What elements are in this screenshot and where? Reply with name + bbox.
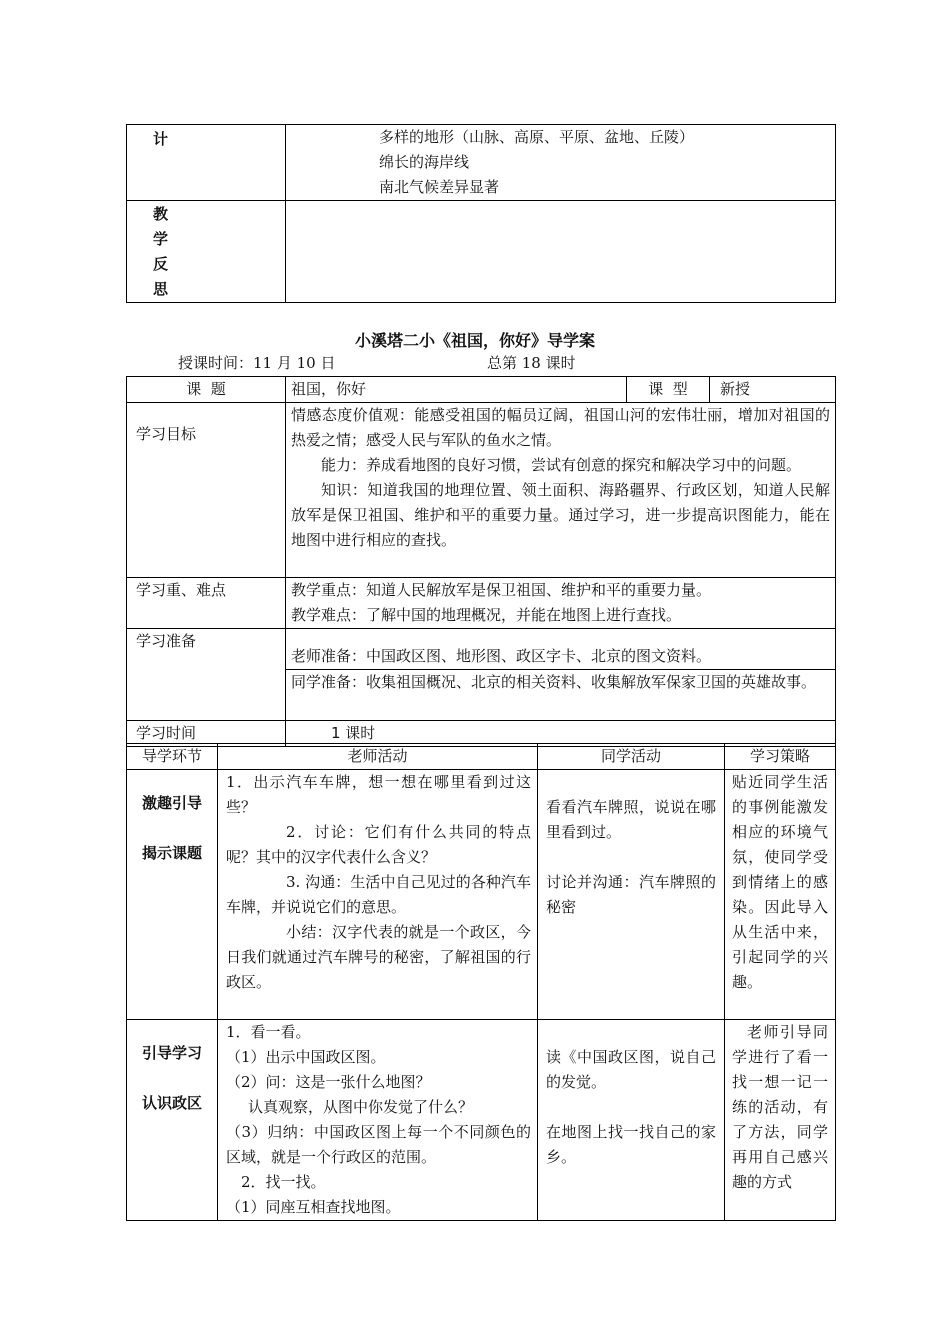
- design-label-cell: [127, 125, 286, 201]
- key-content: [286, 578, 836, 629]
- teacher-step: 2．讨论：它们有什么共同的特点呢？其中的汉字代表什么含义？: [226, 823, 531, 866]
- prep-label-text: 学习准备: [136, 632, 197, 650]
- design-line: 绵长的海岸线: [379, 153, 470, 171]
- stage-cell: [127, 770, 218, 1020]
- teacher-activity: [218, 1020, 538, 1221]
- previous-section-table: [126, 124, 836, 303]
- difficult-point: 教学难点：了解中国的地理概况，并能在地图上进行查找。: [291, 606, 682, 624]
- teacher-step: 1．看一看。: [226, 1023, 311, 1041]
- teacher-step: （2）问：这是一张什么地图？: [226, 1073, 431, 1091]
- goal-knowledge: 知识：知道我国的地理位置、领土面积、海路疆界、行政区划，知道人民解放军是保卫祖国、维护和平的重要力量。通过学习，进一步提高识图能力，能在地图中进行相应的查找。: [291, 481, 830, 549]
- teacher-prep-text: 老师准备：中国政区图、地形图、政区字卡、北京的图文资料。: [291, 647, 712, 665]
- time-label-text: 学习时间: [136, 724, 197, 742]
- type-label: 课 型: [627, 377, 710, 403]
- student-spacer: [546, 845, 716, 870]
- teacher-prep: [286, 629, 836, 670]
- reflection-char: 反: [153, 255, 169, 273]
- header-teacher: 老师活动: [218, 744, 538, 770]
- header-strategy: 学习策略: [725, 744, 836, 770]
- key-point: 教学重点：知道人民解放军是保卫祖国、维护和平的重要力量。: [291, 581, 712, 599]
- stage-cell: [127, 1020, 218, 1221]
- lesson-period: 总第 18 课时: [487, 354, 576, 372]
- teacher-step: 1．出示汽车车牌，想一想在哪里看到过这些？: [226, 773, 531, 816]
- reflection-content-cell: [286, 201, 836, 303]
- stage-label: 引导学习: [141, 1044, 202, 1062]
- goals-label-text: 学习目标: [136, 425, 197, 443]
- time-value-text: 1 课时: [331, 724, 376, 742]
- design-line: 南北气候差异显著: [379, 178, 500, 196]
- design-content-cell: [286, 125, 836, 201]
- strategy-cell: [725, 770, 836, 1020]
- goals-content: [286, 403, 836, 578]
- strategy-text: 老师引导同学进行了看一找一想一记一练的活动，有了方法，同学再用自己感兴趣的方式: [732, 1023, 828, 1191]
- type-value: 新授: [710, 377, 836, 403]
- student-prep: [286, 670, 836, 721]
- teacher-activity: [218, 770, 538, 1020]
- design-line: 多样的地形（山脉、高原、平原、盆地、丘陵）: [379, 128, 695, 146]
- student-prep-text: 同学准备：收集祖国概况、北京的相关资料、收集解放军保家卫国的英雄故事。: [291, 673, 817, 691]
- topic-label: 课 题: [127, 377, 286, 403]
- stage-spacer: [127, 816, 217, 841]
- reflection-char: 学: [153, 230, 169, 248]
- topic-value: 祖国，你好: [286, 377, 627, 403]
- student-activity: [538, 770, 725, 1020]
- teacher-step: （1）出示中国政区图。: [226, 1048, 386, 1066]
- key-label-text: 学习重、难点: [136, 581, 227, 599]
- student-step: 在地图上找一找自己的家乡。: [546, 1123, 716, 1166]
- reflection-char: 教: [153, 205, 169, 223]
- goals-label: [127, 403, 286, 578]
- reflection-label-cell: [127, 201, 286, 303]
- stage-label: 激趣引导: [141, 794, 202, 812]
- teacher-summary: 小结：汉字代表的就是一个政区，今日我们就通过汽车牌号的秘密，了解祖国的行政区。: [226, 923, 531, 991]
- key-label: [127, 578, 286, 629]
- goal-emotion: 情感态度价值观：能感受祖国的幅员辽阔，祖国山河的宏伟壮丽，增加对祖国的热爱之情；感受人民与军队的鱼水之情。: [291, 406, 830, 449]
- strategy-cell: [725, 1020, 836, 1221]
- teacher-step: （3）归纳：中国政区图上每一个不同颜色的区域，就是一个行政区的范围。: [226, 1123, 531, 1166]
- student-activity: [538, 1020, 725, 1221]
- stage-spacer: [127, 1066, 217, 1091]
- student-step: 看看汽车牌照，说说在哪里看到过。: [546, 798, 716, 841]
- document-title: 小溪塔二小《祖国，你好》导学案: [354, 331, 595, 350]
- goal-ability: 能力：养成看地图的良好习惯，尝试有创意的探究和解决学习中的问题。: [321, 456, 802, 474]
- student-spacer: [546, 1095, 716, 1120]
- student-step: 讨论并沟通：汽车牌照的秘密: [546, 873, 716, 916]
- stage-label: 认识政区: [141, 1094, 202, 1112]
- prep-label: [127, 629, 286, 721]
- header-stage: 导学环节: [127, 744, 218, 770]
- teacher-step: 3. 沟通：生活中自己见过的各种汽车车牌，并说说它们的意思。: [226, 873, 531, 916]
- strategy-text: 贴近同学生活的事例能激发相应的环境气氛，使同学受到情绪上的感染。因此导入从生活中来，引起同学的兴趣。: [732, 773, 828, 991]
- reflection-char: 思: [153, 280, 169, 298]
- teacher-step: （1）同座互相查找地图。: [226, 1198, 401, 1216]
- lesson-date: 授课时间：11 月 10 日: [178, 354, 336, 372]
- teacher-step: 认真观察，从图中你发觉了什么？: [248, 1098, 474, 1116]
- activity-table: [126, 743, 836, 1221]
- student-step: 读《中国政区图，说自己的发觉。: [546, 1048, 716, 1091]
- header-student: 同学活动: [538, 744, 725, 770]
- lesson-info-table: [126, 376, 836, 747]
- design-label: 计: [153, 130, 169, 148]
- stage-label: 揭示课题: [141, 844, 202, 862]
- teacher-step: 2．找一找。: [241, 1173, 326, 1191]
